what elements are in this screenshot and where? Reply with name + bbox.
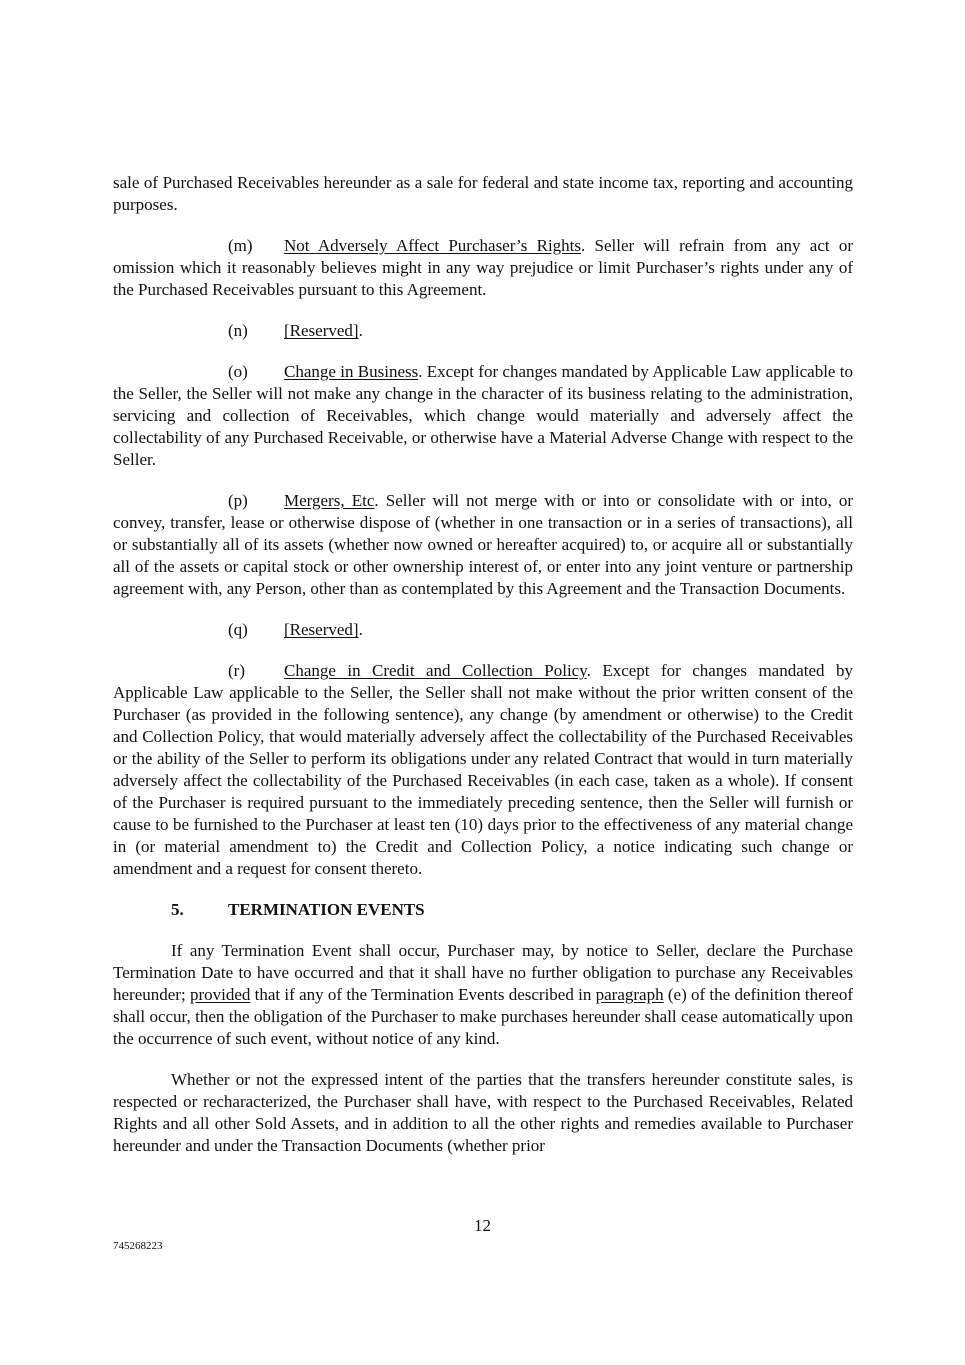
section-q-title: [Reserved] (284, 620, 359, 639)
termination-p1-provided: provided (189, 985, 251, 1004)
termination-p1-text-a: If any Termination Event shall occur, Purchaser may, by notice to Seller, declare the Purchase Termination Date to have occurred and that it shall have no further obligation to purchase any Receivables hereunder; (113, 941, 853, 1004)
section-heading (113, 899, 853, 921)
section-r-body: . Except for changes mandated by Applicable Law applicable to the Seller, the Seller shall not make without the prior written consent of the Purchaser (as provided in the following sentence), any change (by amendment or otherwise) to the Credit and Collection Policy, that would materially adversely affect the collectability of the Purchased Receivables or the ability of the Seller to perform its obligations under any related Contract that would in turn materially adversely affect the collectability of the Purchased Receivables (in each case, taken as a whole). If consent of the Purchaser is required pursuant to the immediately preceding sentence, then the Seller will furnish or cause to be furnished to the Purchaser at least ten (10) days prior to the effectiveness of any material change in (or material amendment to) the Credit and Collection Policy, a notice indicating such change or amendment and a request for consent thereto. (113, 661, 853, 878)
termination-p1-text-c: (e) of the definition thereof shall occur, then the obligation of the Purchaser to make purchases hereunder shall cease automatically upon the occurrence of such event, without notice of any kind. (113, 985, 853, 1048)
section-o (113, 361, 853, 471)
section-o-number: (o) (228, 362, 248, 381)
section-p-title: Mergers, Etc (284, 491, 375, 510)
section-n-title: [Reserved] (284, 321, 359, 340)
section-q-number: (q) (228, 620, 248, 639)
section-n-number: (n) (228, 321, 248, 340)
section-n-body: . (358, 321, 363, 340)
termination-paragraph-1 (113, 940, 853, 1050)
section-p-number: (p) (228, 491, 248, 510)
continuation-paragraph: sale of Purchased Receivables hereunder as a sale for federal and state income tax, reporting and accounting purposes. (113, 173, 853, 214)
section-q-body: . (358, 620, 363, 639)
section-r-title: Change in Credit and Collection Policy (284, 661, 587, 680)
section-m-number: (m) (228, 236, 253, 255)
section-m (113, 235, 853, 301)
section-o-body: . Except for changes mandated by Applicable Law applicable to the Seller, the Seller will not make any change in the character of its business relating to the administration, servicing and collection of Receivables, which change would materially and adversely affect the collectability of any Purchased Receivable, or otherwise have a Material Adverse Change with respect to the Seller. (113, 362, 853, 469)
termination-p1-text-b: that if any of the Termination Events described in (250, 985, 596, 1004)
termination-p1-paragraph: paragraph (595, 985, 664, 1004)
section-q (113, 619, 853, 641)
section-n (113, 320, 853, 342)
termination-paragraph-2: Whether or not the expressed intent of the parties that the transfers hereunder constitute sales, is respected or recharacterized, the Purchaser shall have, with respect to the Purchased Receivables, Related Rights and all other Sold Assets, and in addition to all the other rights and remedies available to Purchaser hereunder and under the Transaction Documents (whether prior (113, 1070, 853, 1155)
section-r (113, 660, 853, 880)
section-r-number: (r) (228, 661, 245, 680)
page-number: 12 (474, 1216, 491, 1235)
section-p (113, 490, 853, 600)
document-body (113, 172, 853, 1157)
section-heading-number: 5. (171, 900, 184, 919)
section-heading-title: TERMINATION EVENTS (228, 900, 425, 919)
section-o-title: Change in Business (284, 362, 419, 381)
document-id: 745268223 (113, 1240, 163, 1252)
section-p-body: . Seller will not merge with or into or consolidate with or into, or convey, transfer, lease or otherwise dispose of (whether in one transaction or in a series of transactions), all or substantially all of its assets (whether now owned or hereafter acquired) to, or acquire all or substantially all of the assets or capital stock or other ownership interest of, or enter into any joint venture or partnership agreement with, any Person, other than as contemplated by this Agreement and the Transaction Documents. (113, 491, 853, 598)
section-m-body: . Seller will refrain from any act or omission which it reasonably believes might in any way prejudice or limit Purchaser’s rights under any of the Purchased Receivables pursuant to this Agreement. (113, 236, 853, 299)
section-m-title: Not Adversely Affect Purchaser’s Rights (284, 236, 582, 255)
